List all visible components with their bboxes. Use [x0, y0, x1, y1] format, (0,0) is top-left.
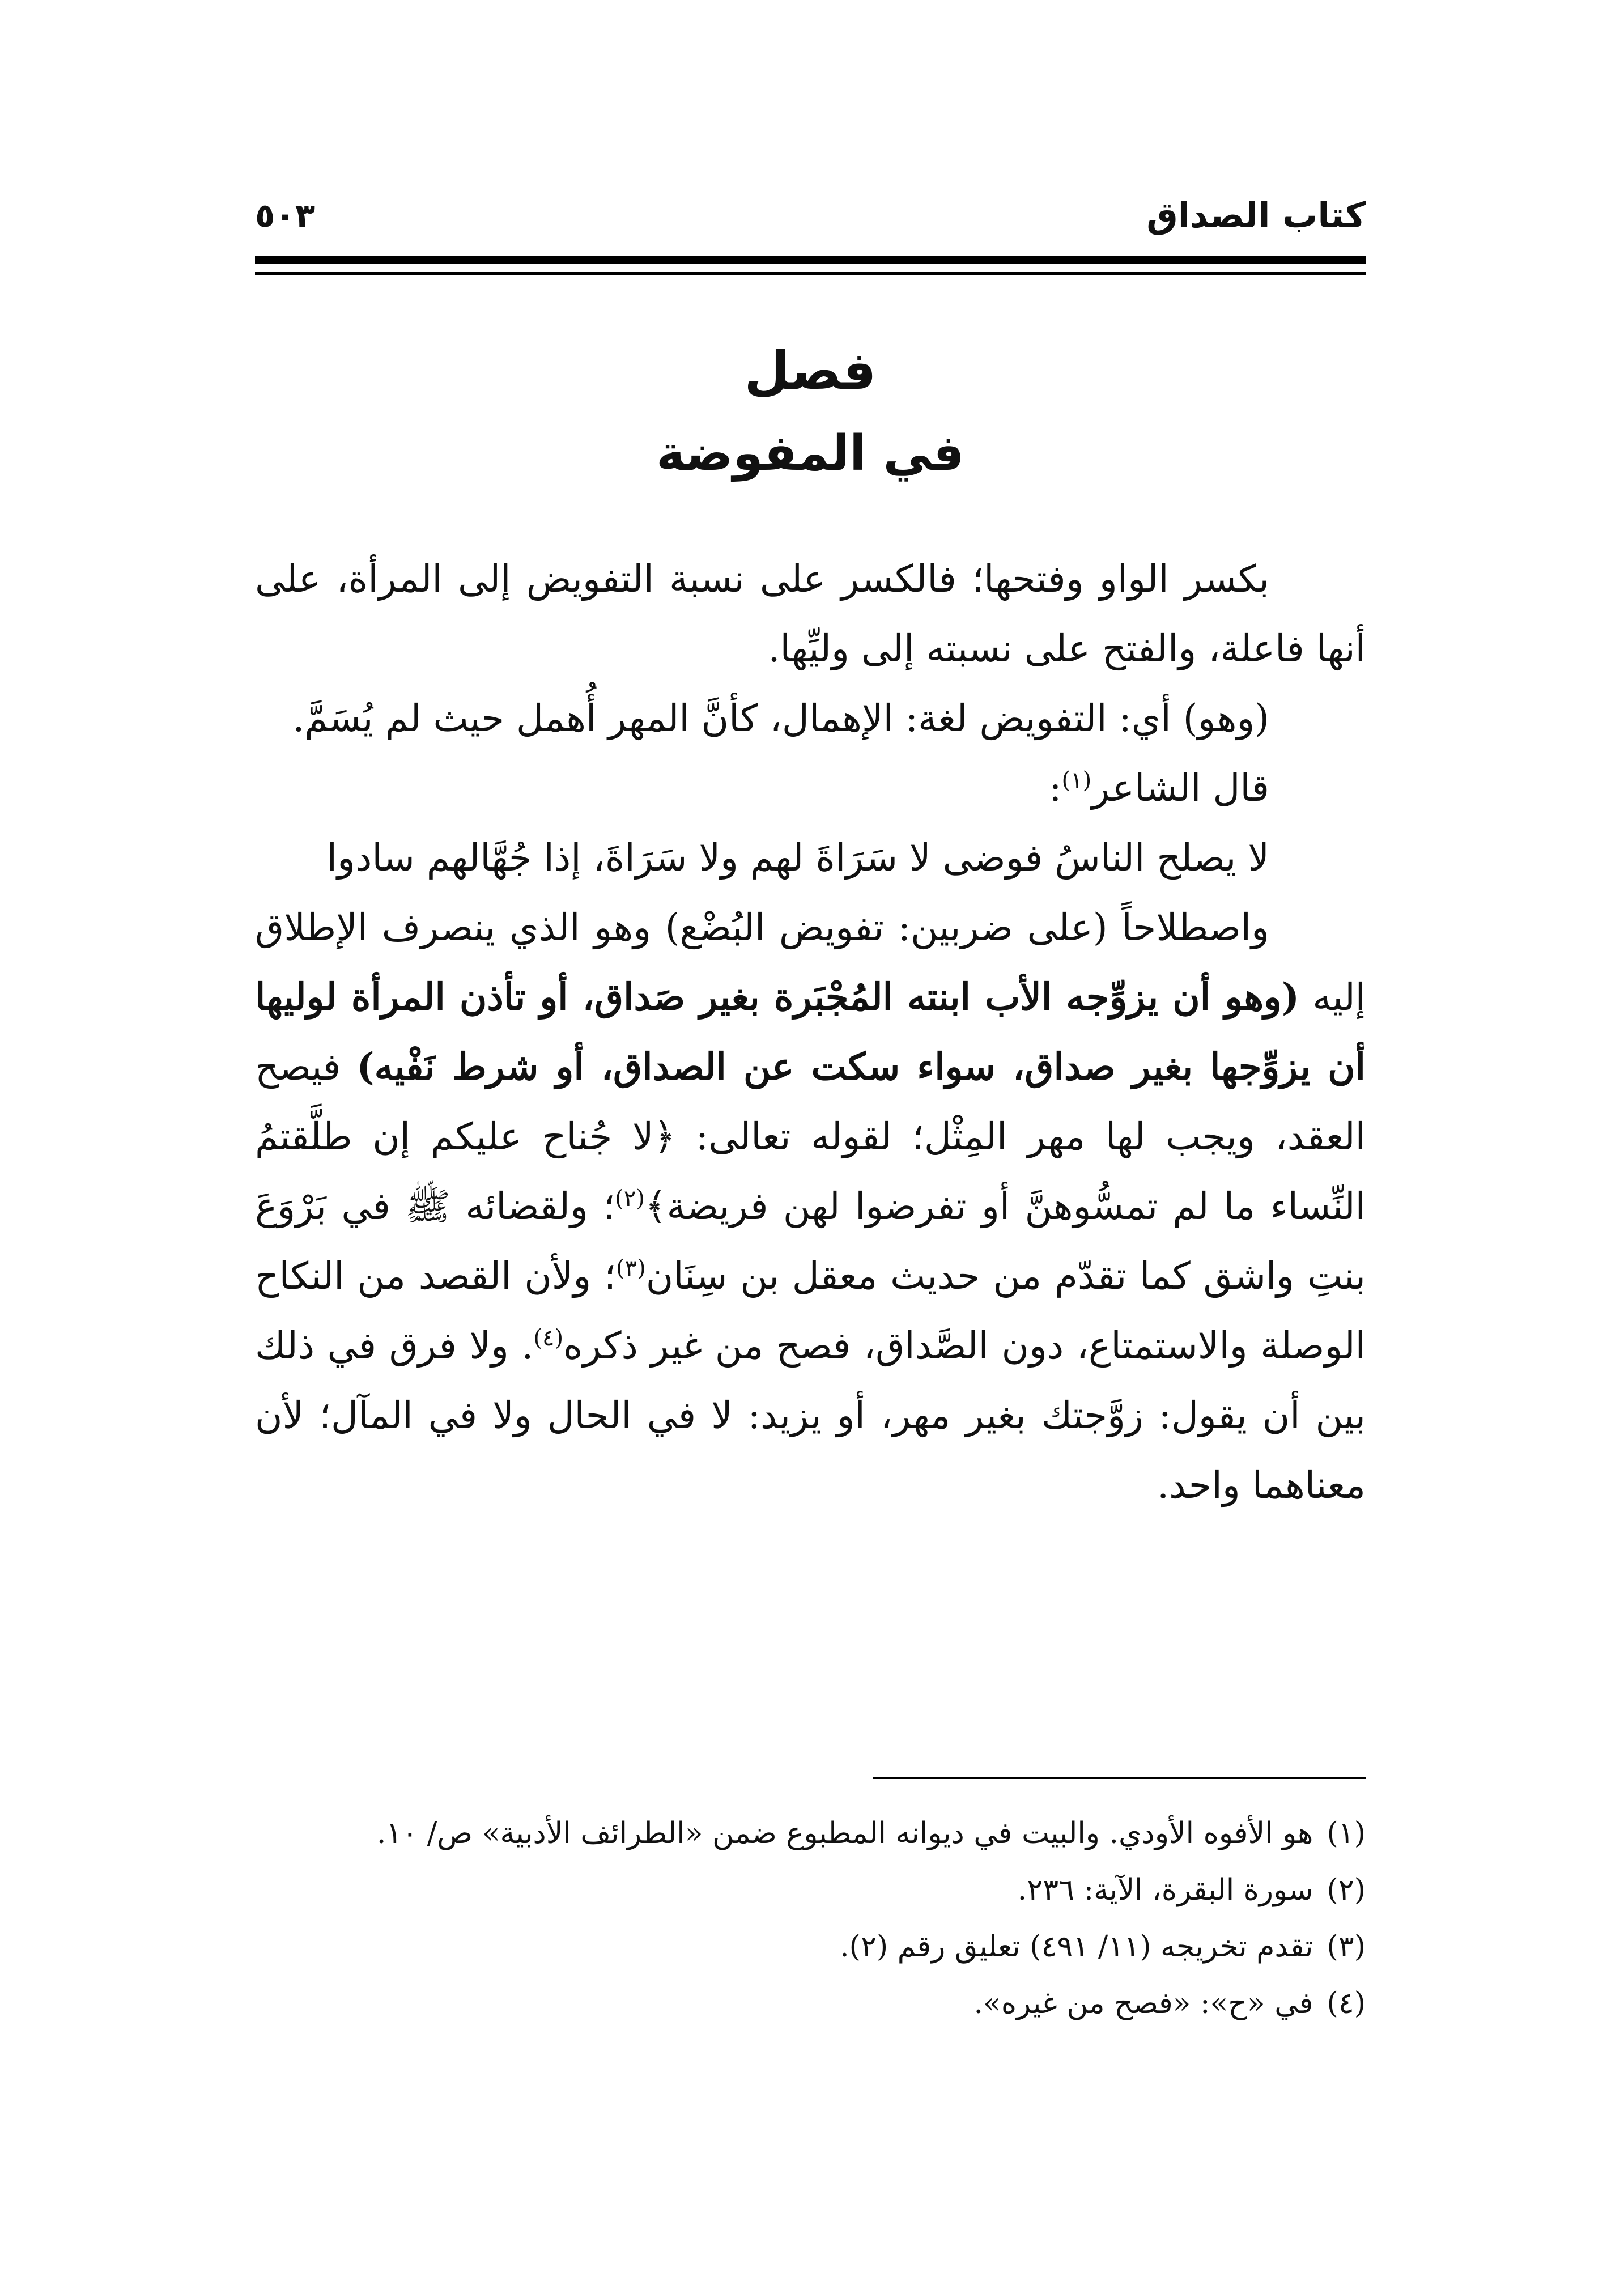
footnote-number: (٤) [1327, 1986, 1366, 2020]
paragraph-4-part-f: . ولا فرق في ذلك بين أن يقول: زوَّجتك بغير مهر، أو يزيد: لا في الحال ولا في المآل؛ لأن معناهما واحد. [255, 1324, 1366, 1507]
section-subtitle: في المفوضة [656, 425, 964, 482]
footnote-text: تقدم تخريجه (١١/ ٤٩١) تعليق رقم (٢). [840, 1930, 1313, 1964]
footnote-ref-2[interactable]: (٢) [615, 1186, 645, 1212]
section-title: فصل [744, 341, 877, 401]
chapter-title: كتاب الصداق [1146, 194, 1366, 236]
paragraph-4 [255, 893, 1366, 1520]
header-rule-thick [255, 256, 1366, 264]
paragraph-2: (وهو) أي: التفويض لغة: الإهمال، كأنَّ المهر أُهمل حيث لم يُسَمَّ. [292, 697, 1269, 740]
footnotes [255, 1805, 1366, 2032]
footnote-number: (٢) [1327, 1873, 1366, 1907]
footnote-ref-3[interactable]: (٣) [616, 1255, 646, 1281]
footnote-3 [255, 1918, 1366, 1975]
running-header [255, 187, 1366, 255]
footnote-text: سورة البقرة، الآية: ٢٣٦. [1017, 1873, 1313, 1907]
paragraph-4-part-c: فيصح العقد، ويجب لها مهر المِثْل؛ لقوله تعالى: ﴿لا جُناح عليكم إن طلَّقتمُ النِّساء ما لم تمسُّوهنَّ أو تفرضوا لهن فريضة﴾ [255, 1045, 1366, 1228]
footnote-text: في «ح»: «فصح من غيره». [973, 1986, 1313, 2020]
footnote-text: هو الأفوه الأودي. والبيت في ديوانه المطبوع ضمن «الطرائف الأدبية» ص/ ١٠. [376, 1816, 1313, 1850]
paragraph-4-part-a: واصطلاحاً (على ضربين: تفويض البُضْع) وهو الذي ينصرف الإطلاق إليه [255, 906, 1366, 1019]
header-rule-thin [255, 272, 1366, 275]
footnote-ref-1[interactable]: (١) [1061, 767, 1092, 793]
paragraph-4-part-d: ؛ ولقضائه ﷺ في بَرْوَعَ بنتِ واشق كما تقدّم من حديث معقل بن سِنَان [255, 1184, 1366, 1298]
footnote-2 [255, 1862, 1366, 1918]
poetry-verse: لا يصلح الناسُ فوضى لا سَرَاةَ لهم ولا سَرَاةَ، إذا جُهَّالهم سادوا [326, 836, 1269, 880]
poet-intro-colon: : [1049, 766, 1062, 810]
footnote-4 [255, 1975, 1366, 2032]
footnote-ref-4[interactable]: (٤) [533, 1325, 564, 1351]
matn-text: (وهو أن يزوِّجه الأب ابنته المُجْبَرة بغير صَداق، أو تأذن المرأة لوليها أن يزوِّجها بغير صداق، سواء سكت عن الصداق، أو شرط نَفْيه) [255, 975, 1366, 1089]
footnote-separator [873, 1777, 1366, 1779]
poet-intro: قال الشاعر [1091, 766, 1269, 810]
paragraph-3 [255, 753, 1366, 823]
paragraph-1: بكسر الواو وفتحها؛ فالكسر على نسبة التفويض إلى المرأة، على أنها فاعلة، والفتح على نسبته إلى وليِّها. [255, 557, 1366, 670]
section-heading [255, 329, 1366, 493]
footnote-1 [255, 1805, 1366, 1862]
footnote-number: (٣) [1327, 1930, 1366, 1964]
main-text [255, 544, 1366, 1520]
page-number: ٥٠٣ [255, 196, 316, 235]
footnote-number: (١) [1327, 1816, 1366, 1850]
paragraph-4-part-e: ؛ ولأن القصد من النكاح الوصلة والاستمتاع، دون الصَّداق، فصح من غير ذكره [255, 1254, 1366, 1368]
